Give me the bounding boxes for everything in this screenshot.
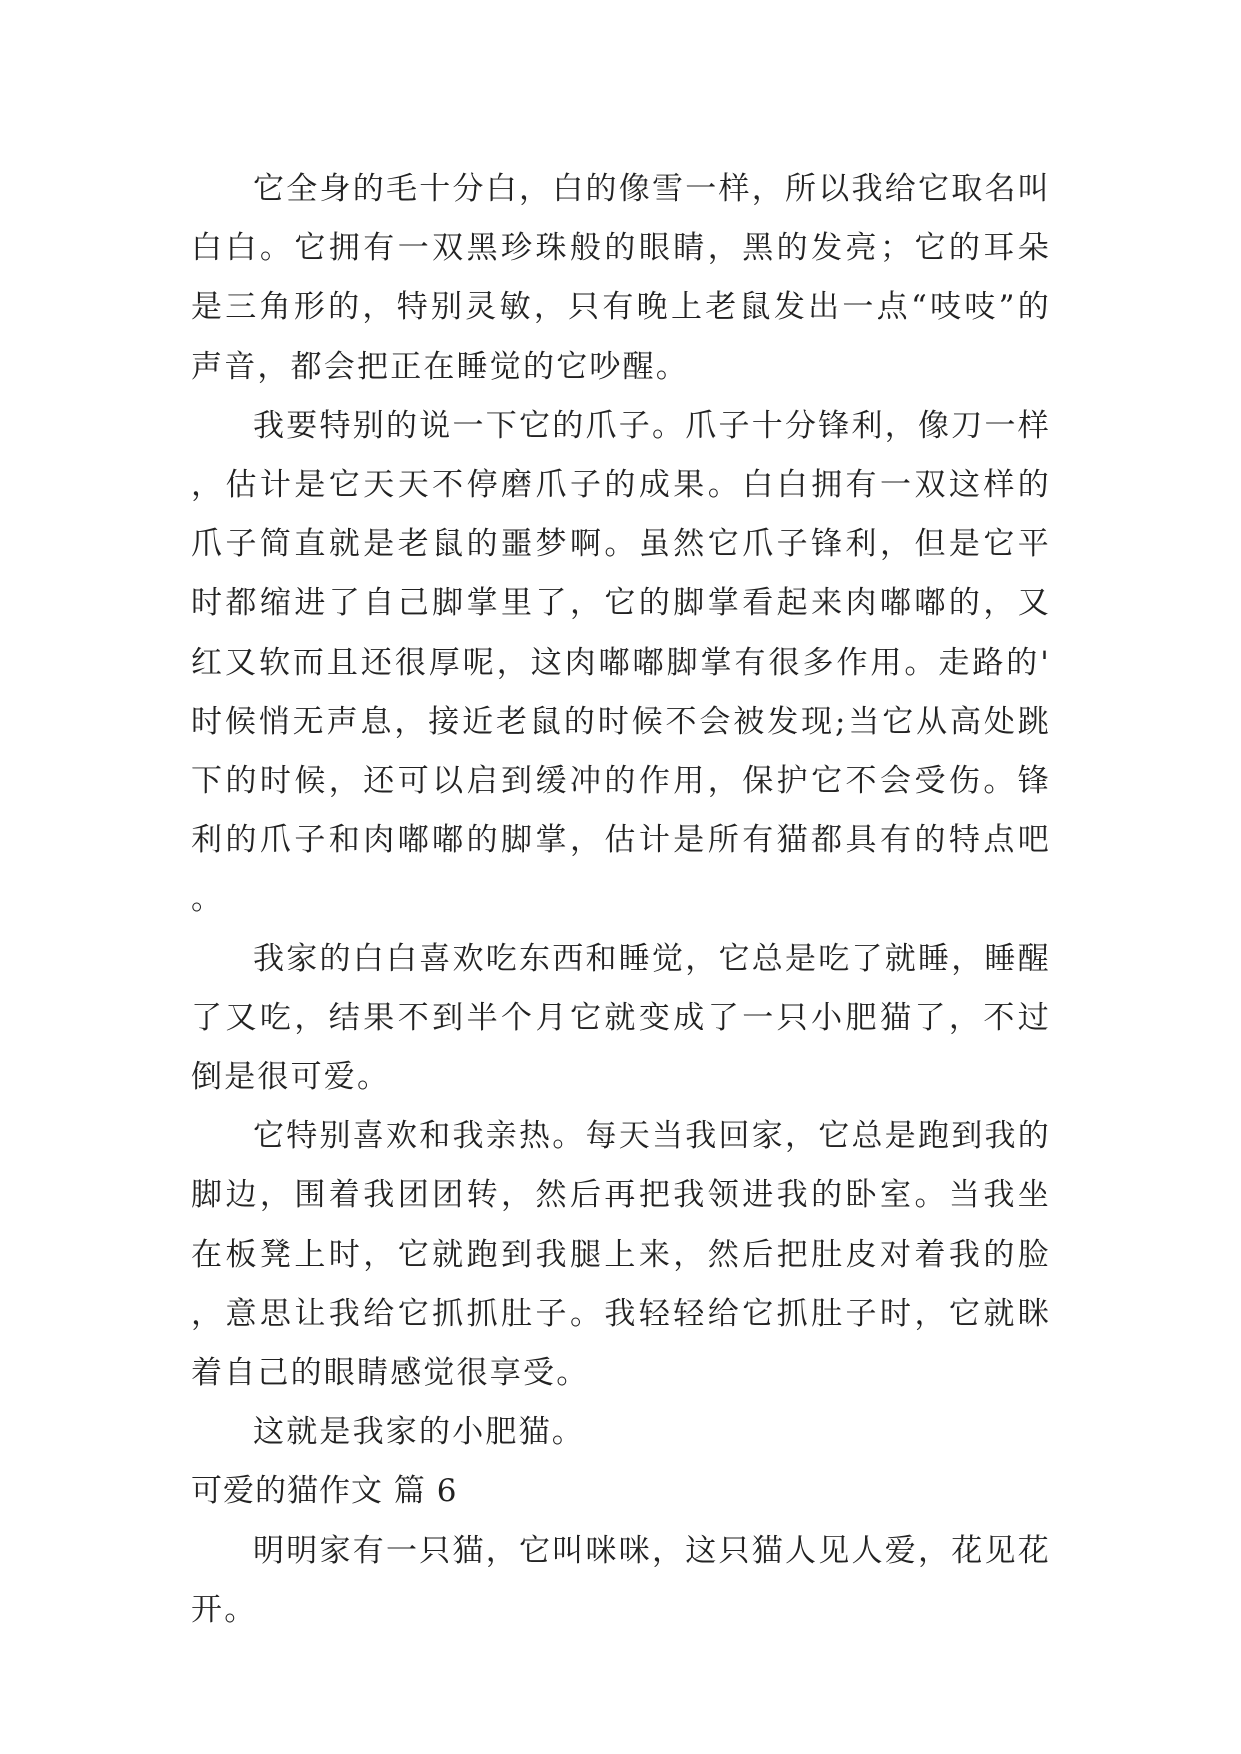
paragraph-conclusion: 这就是我家的小肥猫。 — [253, 1414, 585, 1451]
paragraph-claws: 我要特别的说一下它的爪子。爪子十分锋利，像刀一样，估计是它天天不停磨爪子的成果。白白拥有一双这样的爪子简直就是老鼠的噩梦啊。虽然它爪子锋利，但是它平时都缩进了自己脚掌里了，它的脚掌看起来肉嘟嘟的，又红又软而且还很厚呢，这肉嘟嘟脚掌有很多作用。走路的'时候悄无声息，接近老鼠的时候不会被发现;当它从高处跳下的时候，还可以启到缓冲的作用，保护它不会受伤。锋利的爪子和肉嘟嘟的脚掌，估计是所有猫都具有的特点吧。 — [191, 407, 1051, 918]
paragraph-appearance: 它全身的毛十分白，白的像雪一样，所以我给它取名叫白白。它拥有一双黑珍珠般的眼睛，黑的发亮；它的耳朵是三角形的，特别灵敏，只有晚上老鼠发出一点“吱吱”的声音，都会把正在睡觉的它吵醒。 — [191, 171, 1051, 385]
section-heading: 可爱的猫作文 篇 6 — [191, 1473, 458, 1510]
paragraph-mimi-intro: 明明家有一只猫，它叫咪咪，这只猫人见人爱，花见花开。 — [191, 1532, 1051, 1628]
paragraph-eating-sleeping: 我家的白白喜欢吃东西和睡觉，它总是吃了就睡，睡醒了又吃，结果不到半个月它就变成了一只小肥猫了，不过倒是很可爱。 — [191, 940, 1051, 1096]
document-body — [191, 160, 1051, 1640]
paragraph-affection: 它特别喜欢和我亲热。每天当我回家，它总是跑到我的脚边，围着我团团转，然后再把我领进我的卧室。当我坐在板凳上时，它就跑到我腿上来，然后把肚皮对着我的脸，意思让我给它抓抓肚子。我轻轻给它抓肚子时，它就眯着自己的眼睛感觉很享受。 — [191, 1118, 1051, 1392]
